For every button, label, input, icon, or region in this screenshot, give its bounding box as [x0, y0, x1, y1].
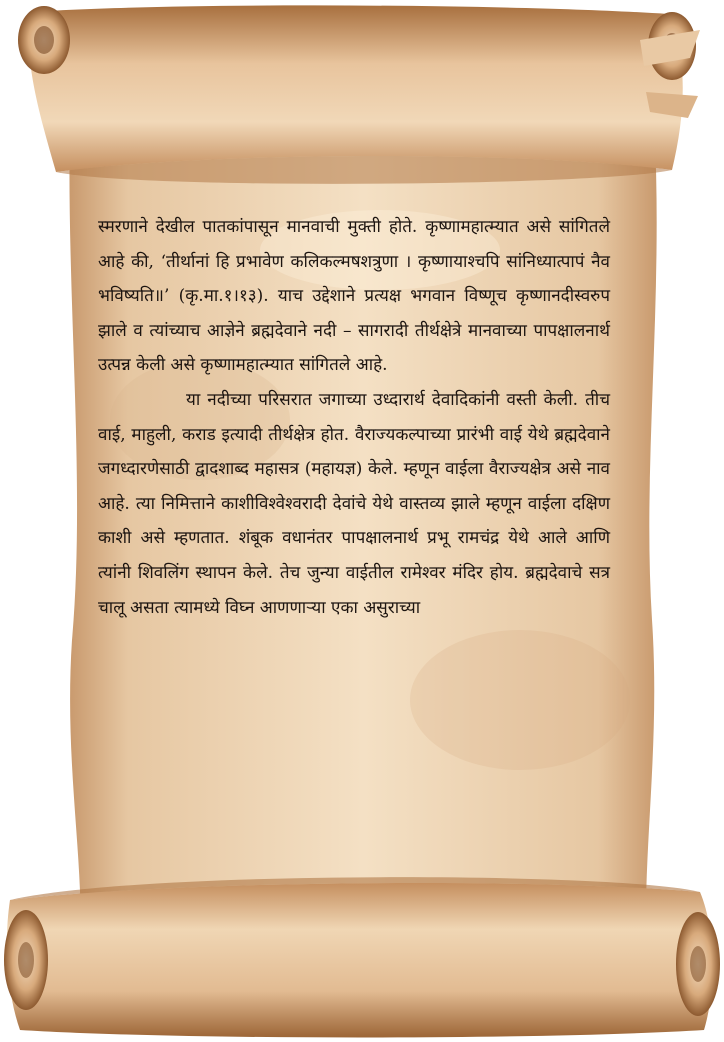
paragraph-2: या नदीच्या परिसरात जगाच्या उध्दारार्थ देवादिकांनी वस्ती केली. तीच वाई, माहुली, कराड इत्यादी तीर्थक्षेत्र होत. वैराज्यकल्पाच्या प्रारंभी वाई येथे ब्रह्मदेवाने जगध्दारणेसाठी द्वादशाब्द महासत्र (महायज्ञ) केले. म्हणून वाईला वैराज्यक्षेत्र असे नाव आहे. त्या निमित्ताने काशीविश्वेश्वरादी देवांचे येथे वास्तव्य झाले म्हणून वाईला दक्षिण काशी असे म्हणतात. शंबूक वधानंतर पापक्षालनार्थ प्रभू रामचंद्र येथे आले आणि त्यांनी शिवलिंग स्थापन केले. तेच जुन्या वाईतील रामेश्वर मंदिर होय. ब्रह्मदेवाचे सत्र चालू असता त्यामध्ये विघ्न आणणाऱ्या एका असुराच्या — [98, 389, 610, 618]
document-body — [98, 210, 610, 625]
paragraph-1: स्मरणाने देखील पातकांपासून मानवाची मुक्ती होते. कृष्णामहात्म्यात असे सांगितले आहे की, ‘तीर्थानां हि प्रभावेण कलिकल्मषशत्रुणा । कृष्णायाश्चपि सांनिध्यात्पापं नैव भविष्यति॥’ (कृ.मा.१।१३). याच उद्देशाने प्रत्यक्ष भगवान विष्णूच कृष्णानदीस्वरुप झाले व त्यांच्याच आज्ञेने ब्रह्मदेवाने नदी – सागरादी तीर्थक्षेत्रे मानवाच्या पापक्षालनार्थ उत्पन्न केली असे कृष्णामहात्म्यात सांगितले आहे. — [98, 217, 610, 376]
